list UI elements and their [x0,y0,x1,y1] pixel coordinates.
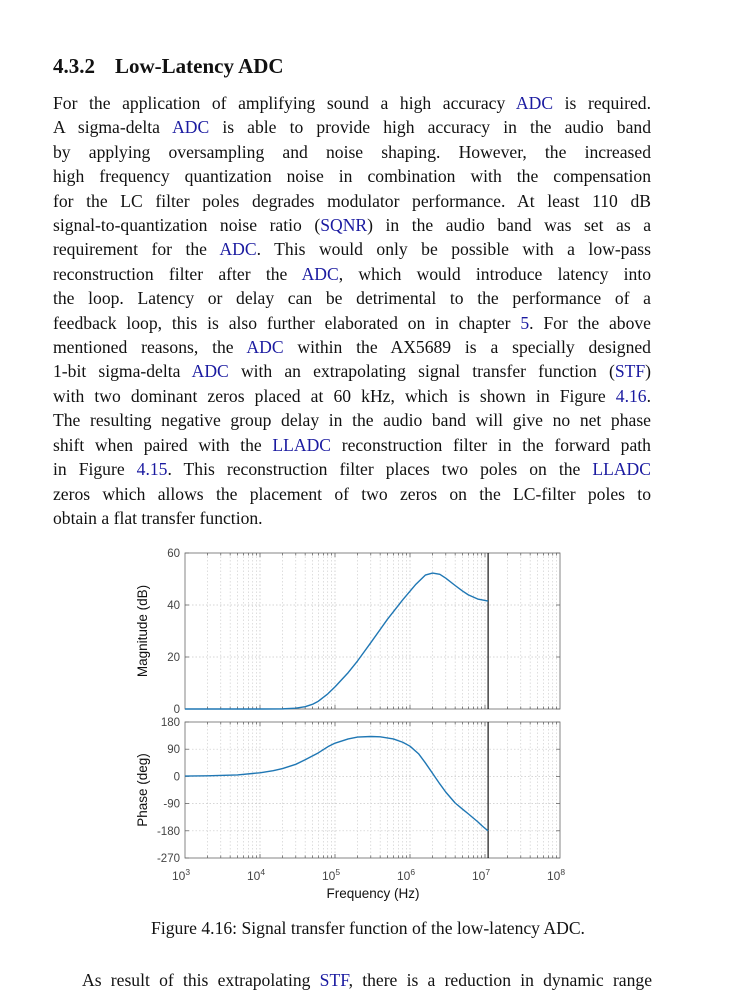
y-tick-label: 20 [167,652,180,664]
text-segment: As result of this extrapolating [82,970,320,990]
paragraph-line [53,359,651,383]
text-segment: The resulting negative group delay in the audio band will give no net phase [53,410,651,431]
cross-reference-link[interactable]: LLADC [592,459,651,480]
paragraph-line [53,433,651,457]
y-axis-label: Phase (deg) [135,753,150,827]
cross-reference-link[interactable]: 5 [520,312,530,333]
text-segment: 1-bit sigma-delta [53,361,192,382]
paragraph-line [53,213,651,237]
x-tick-base: 10 [321,869,336,883]
text-segment: is able to provide high accuracy in the audio band [209,117,651,138]
text-segment: A sigma-delta [53,117,173,138]
paragraph-line [53,164,651,188]
x-tick-base: 10 [471,869,486,883]
x-tick-base: 10 [246,869,261,883]
cross-reference-link[interactable]: ADC [172,117,210,138]
figure-4-16 [120,540,580,912]
text-segment: in Figure [53,459,137,480]
text-segment: . For the above [529,312,651,333]
y-tick-label: 90 [167,744,180,757]
paragraph-line [53,457,651,481]
x-tick-exponent: 7 [485,867,491,877]
cross-reference-link[interactable]: 4.16 [615,385,647,406]
x-axis-ticks [172,867,565,883]
y-tick-label: -270 [156,853,180,865]
stf-bode-plot [120,540,580,908]
x-tick-exponent: 5 [335,867,341,877]
text-segment: ) [645,361,651,382]
x-tick-label [172,867,190,883]
paragraph-line [53,237,651,261]
x-tick-label [397,867,415,883]
text-segment: . This would only be possible with a low-pass [256,239,651,260]
body-paragraph [53,91,651,530]
x-tick-exponent: 8 [560,867,566,877]
figure-label: Figure 4.16: [151,918,238,938]
cross-reference-link[interactable]: 4.15 [136,459,168,480]
x-tick-exponent: 3 [185,867,191,877]
x-tick-label [247,867,265,883]
text-segment: mentioned reasons, the [53,337,247,358]
y-axis-label: Magnitude (dB) [135,584,150,678]
cross-reference-link[interactable]: ADC [515,93,554,113]
text-segment: zeros which allows the placement of two zeros on the LC-filter poles to [53,483,651,504]
text-segment: reconstruction filter in the forward path [331,434,651,455]
y-tick-label: -180 [156,825,180,838]
x-axis-label: Frequency (Hz) [326,886,420,901]
x-tick-label [322,867,340,883]
figure-caption [0,918,736,939]
cross-reference-link[interactable]: ADC [191,361,229,382]
plot-area [185,722,560,858]
x-tick-label [547,867,565,883]
text-segment: . This reconstruction filter places two poles on the [167,459,593,480]
cross-reference-link[interactable]: ADC [246,337,284,358]
text-segment: ) in the audio band was set as a [367,215,652,236]
plot-area [185,553,560,709]
x-tick-exponent: 4 [260,867,266,877]
cross-reference-link[interactable]: STF [614,361,646,382]
paragraph-line [53,335,651,359]
y-tick-label: 60 [167,548,180,560]
y-tick-label: 0 [173,771,180,784]
cross-reference-link[interactable]: LLADC [272,434,332,455]
paragraph-line [53,115,651,139]
paragraph-line [53,506,651,530]
paragraph-line [53,91,651,115]
text-segment: within the AX5689 is a specially designed [283,337,651,358]
text-segment: the loop. Latency or delay can be detrimental to the performance of a [53,288,651,309]
x-tick-base: 10 [546,869,561,883]
phase-panel [135,717,560,865]
text-segment: feedback loop, this is also further elaborated on in chapter [53,312,521,333]
text-segment: For the application of amplifying sound a high accuracy [53,93,516,113]
x-tick-base: 10 [171,869,186,883]
cross-reference-link[interactable]: ADC [219,239,257,260]
cross-reference-link[interactable]: STF [319,970,349,990]
y-tick-label: 180 [160,717,180,729]
text-segment: for the LC filter poles degrades modulator performance. At least 110 dB [53,190,651,211]
magnitude-panel [135,548,560,716]
text-segment: with two dominant zeros placed at 60 kHz, which is shown in Figure [53,385,616,406]
text-segment: is required. [553,93,652,113]
paragraph-line [53,189,651,213]
paragraph-line [53,408,651,432]
text-segment: requirement for the [53,239,220,260]
section-heading [53,54,284,79]
cross-reference-link[interactable]: ADC [301,263,339,284]
x-tick-base: 10 [396,869,411,883]
section-number: 4.3.2 [53,54,95,78]
x-tick-label [472,867,490,883]
text-segment: . [646,385,651,406]
section-title: Low-Latency ADC [115,54,284,78]
text-segment: by applying oversampling and noise shaping. However, the increased [53,141,651,162]
text-segment: , which would introduce latency into [338,263,651,284]
text-segment: high frequency quantization noise in combination with the compensation [53,166,651,187]
paragraph-line [53,262,651,286]
y-tick-label: 0 [173,704,180,716]
text-segment: , there is a reduction in dynamic range [348,970,653,990]
y-tick-label: -90 [163,798,180,811]
x-tick-exponent: 6 [410,867,416,877]
text-segment: shift when paired with the [53,434,273,455]
text-segment: signal-to-quantization noise ratio ( [53,215,321,236]
continuation-text [82,970,652,991]
text-segment: with an extrapolating signal transfer function ( [228,361,615,382]
text-segment: obtain a flat transfer function. [53,507,263,528]
paragraph-line [53,384,651,408]
y-tick-label: 40 [167,600,180,612]
paragraph-line [53,286,651,310]
paragraph-line [53,311,651,335]
figure-caption-text: Signal transfer function of the low-latency ADC. [241,918,585,938]
paragraph-line [53,482,651,506]
text-segment: reconstruction filter after the [53,263,302,284]
cross-reference-link[interactable]: SQNR [320,215,368,236]
paragraph-line [53,140,651,164]
